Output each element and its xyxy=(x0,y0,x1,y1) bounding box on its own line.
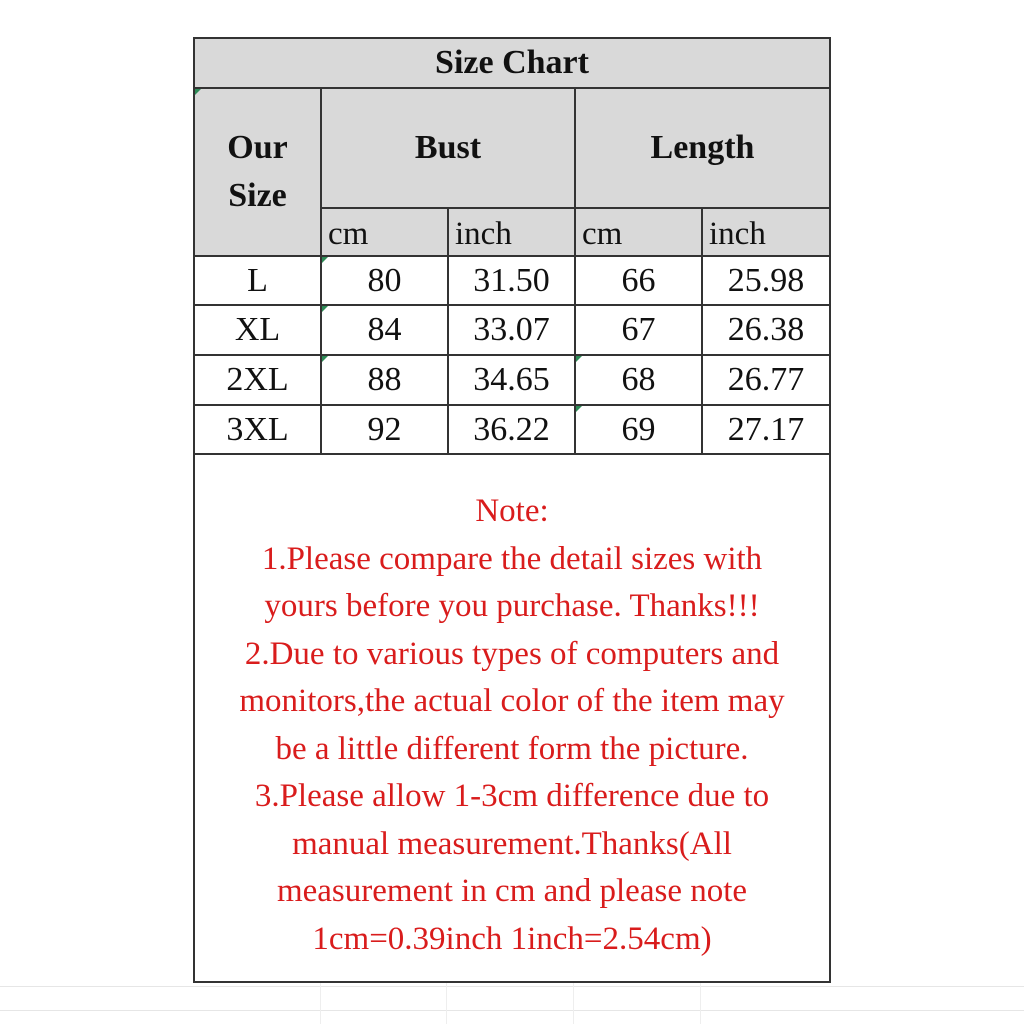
cell-bust-inch: 34.65 xyxy=(449,356,576,406)
note-line: 3.Please allow 1-3cm difference due to xyxy=(254,778,770,814)
chart-title: Size Chart xyxy=(195,39,829,89)
note-line: 2.Due to various types of computers and xyxy=(244,635,780,672)
note-line: measurement in cm and please note xyxy=(276,873,748,909)
gridline xyxy=(700,983,701,1024)
note-line: manual measurement.Thanks(All xyxy=(292,825,732,862)
gridline xyxy=(320,983,321,1024)
note-line: be a little different form the picture. xyxy=(275,730,749,767)
cell-length-cm: 68 xyxy=(576,356,703,406)
header-our-size-line1: Our xyxy=(227,129,288,166)
cell-comment-marker xyxy=(322,356,328,362)
note-line: monitors,the actual color of the item may xyxy=(239,683,785,719)
cell-length-inch: 26.77 xyxy=(703,356,829,406)
unit-bust-inch: inch xyxy=(449,209,576,257)
gridline xyxy=(446,983,447,1024)
note-line: yours before you purchase. Thanks!!! xyxy=(264,588,760,624)
cell-length-inch: 26.38 xyxy=(703,306,829,356)
note-section xyxy=(195,455,829,981)
note-line: 1.Please compare the detail sizes with xyxy=(261,540,763,577)
gridline xyxy=(573,983,574,1024)
cell-size: XL xyxy=(195,306,322,356)
cell-length-inch: 27.17 xyxy=(703,406,829,455)
header-bust: Bust xyxy=(322,89,576,209)
cell-size: L xyxy=(195,257,322,306)
cell-size: 2XL xyxy=(195,356,322,406)
gridline xyxy=(0,986,1024,987)
note-heading: Note: xyxy=(475,493,549,529)
cell-comment-marker xyxy=(322,257,328,263)
unit-bust-cm: cm xyxy=(322,209,449,257)
header-our-size xyxy=(195,89,322,257)
cell-comment-marker xyxy=(576,406,582,412)
cell-bust-cm: 80 xyxy=(322,257,449,306)
cell-bust-cm: 84 xyxy=(322,306,449,356)
cell-bust-inch: 33.07 xyxy=(449,306,576,356)
note-line: 1cm=0.39inch 1inch=2.54cm) xyxy=(312,920,712,957)
cell-bust-inch: 36.22 xyxy=(449,406,576,455)
header-our-size-line2: Size xyxy=(228,177,287,214)
cell-length-cm: 67 xyxy=(576,306,703,356)
cell-comment-marker xyxy=(576,356,582,362)
header-length: Length xyxy=(576,89,829,209)
cell-bust-inch: 31.50 xyxy=(449,257,576,306)
size-chart xyxy=(193,37,831,983)
cell-bust-cm: 88 xyxy=(322,356,449,406)
unit-length-cm: cm xyxy=(576,209,703,257)
cell-length-cm: 69 xyxy=(576,406,703,455)
gridline xyxy=(0,1010,1024,1011)
cell-bust-cm: 92 xyxy=(322,406,449,455)
cell-comment-marker xyxy=(195,89,201,95)
cell-size: 3XL xyxy=(195,406,322,455)
cell-length-inch: 25.98 xyxy=(703,257,829,306)
cell-length-cm: 66 xyxy=(576,257,703,306)
unit-length-inch: inch xyxy=(703,209,829,257)
cell-comment-marker xyxy=(322,306,328,312)
